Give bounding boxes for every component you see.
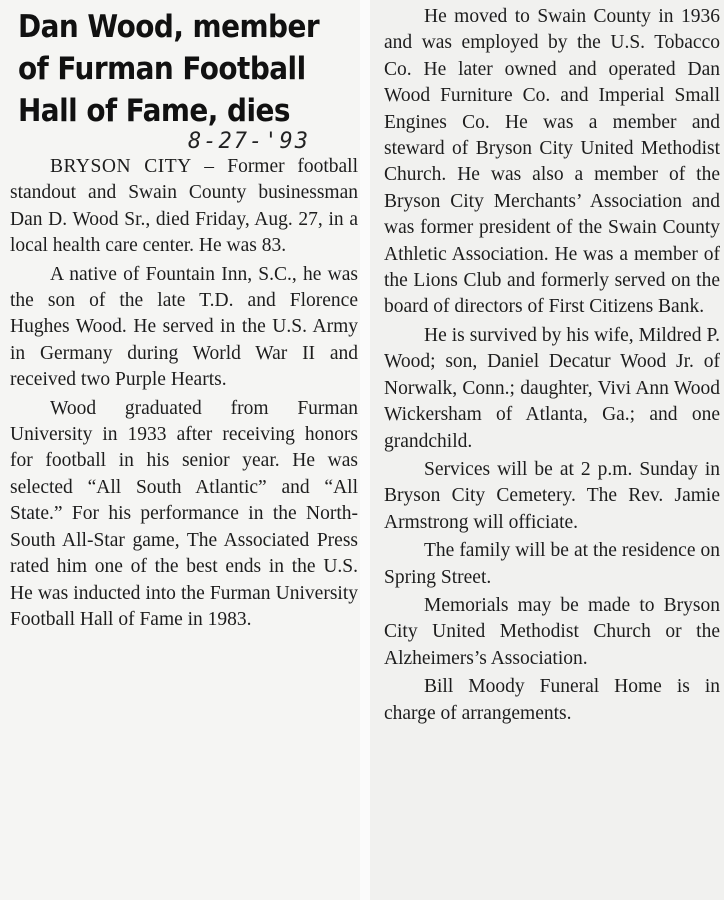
paragraph-2: A native of Fountain Inn, S.C., he was the son of the late T.D. and Florence Hughes Wood. He served in the U.S. Army in Germany during World War II and received two Purple Hearts. <box>10 263 358 391</box>
headline-line-2: of Furman Football <box>18 51 306 87</box>
left-column-text <box>10 154 358 633</box>
paragraph-4: He moved to Swain County in 1936 and was employed by the U.S. Tobacco Co. He later owned and operated Dan Wood Furniture Co. and Imperial Small Engines Co. He was a member and steward of Bryson City United Methodist Church. He was also a member of the Bryson City Merchants’ Association and was former president of the Swain County Athletic Association. He was a member of the Lions Club and formerly served on the board of directors of First Citizens Bank. <box>384 6 720 318</box>
article-clip-right <box>370 0 724 900</box>
headline-line-3: Hall of Fame, dies <box>18 93 290 129</box>
right-column-text <box>384 4 720 727</box>
clip-gap <box>360 0 370 900</box>
headline <box>18 6 360 132</box>
paragraph-8: Memorials may be made to Bryson City United Methodist Church or the Alzheimers’s Association. <box>384 594 720 669</box>
article-clip-left <box>0 0 360 900</box>
paragraph-1 <box>10 154 358 260</box>
handwritten-date: 8-27-'93 <box>188 129 310 154</box>
paragraph-1-text: Former football standout and Swain County businessman Dan D. Wood Sr., died Friday, Aug. 27, in a local health care center. He was 83. <box>10 156 358 257</box>
paragraph-7: The family will be at the residence on Spring Street. <box>384 540 720 588</box>
dateline: BRYSON CITY – <box>50 156 215 177</box>
paragraph-6: Services will be at 2 p.m. Sunday in Bryson City Cemetery. The Rev. Jamie Armstrong will officiate. <box>384 458 720 533</box>
paragraph-9: Bill Moody Funeral Home is in charge of arrangements. <box>384 676 720 724</box>
paragraph-3: Wood graduated from Furman University in 1933 after receiving honors for football in his senior year. He was selected “All South Atlantic” and “All State.” For his performance in the North-South All-Star game, The Associated Press rated him one of the best ends in the U.S. He was inducted into the Furman University Football Hall of Fame in 1983. <box>10 397 358 630</box>
headline-line-1: Dan Wood, member <box>18 9 320 45</box>
paragraph-5: He is survived by his wife, Mildred P. Wood; son, Daniel Decatur Wood Jr. of Norwalk, Conn.; daughter, Vivi Ann Wood Wickersham of Atlanta, Ga.; and one grandchild. <box>384 324 720 452</box>
